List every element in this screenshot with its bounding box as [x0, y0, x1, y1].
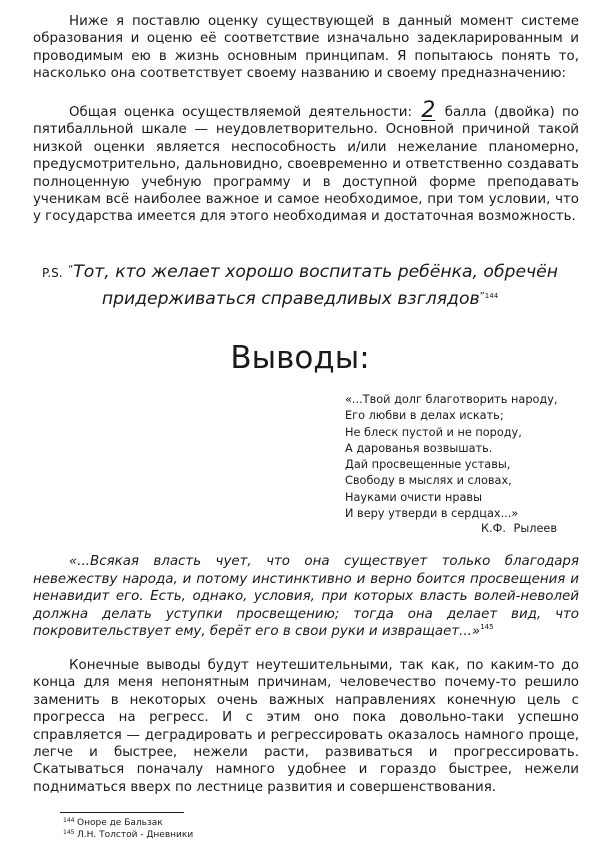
ps-open-quote: “ [68, 264, 74, 275]
poem-epigraph [345, 392, 585, 522]
ps-label: P.S. [41, 266, 63, 280]
ps-text: Тот, кто желает хорошо воспитать ребёнка, обречён придерживаться справедливых взглядов [73, 262, 558, 309]
postscript [40, 258, 560, 311]
paragraph-conclusion-text: Конечные выводы будут неутешительными, так как, по каким-то до конца для меня непонятным причинам, человечество почему-то решило заменить в некоторых очень важных направлениях конечную цель с прогресса на регресс. И с этим оно пока довольно-таки успешно справляется — деградировать и регрессировать оказалось намного проще, легче и быстрее, нежели расти, развиваться и прогрессировать. Скатываться поначалу намного удобнее и гораздо быстрее, нежели подниматься вверх по лестнице развития и совершенствования. [33, 658, 579, 795]
poem-line: А дарованья возвышать. [345, 441, 493, 455]
section-heading: Выводы: [230, 340, 370, 376]
tolstoy-quote [33, 553, 579, 641]
assessment-before: Общая оценка осуществляемой деятельности: [69, 105, 420, 120]
footnote-text: Л.Н. Толстой - Дневники [77, 830, 194, 840]
footnote-ref-145[interactable]: 145 [480, 623, 494, 632]
quote-text: «...Всякая власть чует, что она существует только благодаря невежеству народа, и потому инстинктивно и верно боится просвещения и ненавидит его. Есть, однако, условия, при которых власть волей-неволей должна делать уступки просвещению; тогда она делает вид, что покровительствует ему, берёт его в свои руки и извращает...» [33, 554, 579, 640]
poem-line: Науками очисти нравы [345, 490, 483, 504]
poem-line: «...Твой долг благотворить народу, [345, 393, 558, 406]
footnote-divider [60, 812, 184, 813]
poem-line: Свободу в мыслях и словах, [345, 474, 512, 488]
footnote-text: Оноре де Бальзак [77, 818, 163, 828]
poem-line: И веру утверди в сердцах...» [345, 507, 519, 521]
paragraph-assessment [33, 98, 579, 226]
paragraph-conclusion [33, 657, 579, 796]
footnote-145 [63, 827, 193, 841]
paragraph-intro [33, 13, 579, 83]
poem-line: Дай просвещенные уставы, [345, 458, 511, 472]
poem-line: Не блеск пустой и не породу, [345, 425, 522, 439]
footnote-number: 144 [63, 817, 75, 824]
poem-author: К.Ф. Рылеев [481, 522, 558, 535]
footnote-ref-144[interactable]: 144 [484, 292, 499, 300]
footnote-number: 145 [63, 829, 75, 836]
paragraph-intro-text: Ниже я поставлю оценку существующей в данный момент системе образования и оценю её соответствие изначально задекларированным и проводимым ею в жизнь основным принципам. Я попытаюсь понять то, насколько она соответствует своему названию и своему предназначению: [33, 14, 579, 82]
poem-line: Его любви в делах искать; [345, 409, 504, 423]
ps-close-quote: ” [479, 291, 485, 302]
grade-value: 2 [421, 98, 436, 123]
assessment-after: балла (двойка) по пятибалльной шкале — неудовлетворительно. Основной причиной такой низкой оценки является неспособность и/или нежелание планомерно, предусмотрительно, дальновидно, своевременно и ответственно создавать полноценную учебную программу и в доступной форме преподавать ученикам всё наиболее важное и самое необходимое, при том условии, что у государства имеется для этого необходимая и достаточная возможность. [33, 105, 579, 225]
